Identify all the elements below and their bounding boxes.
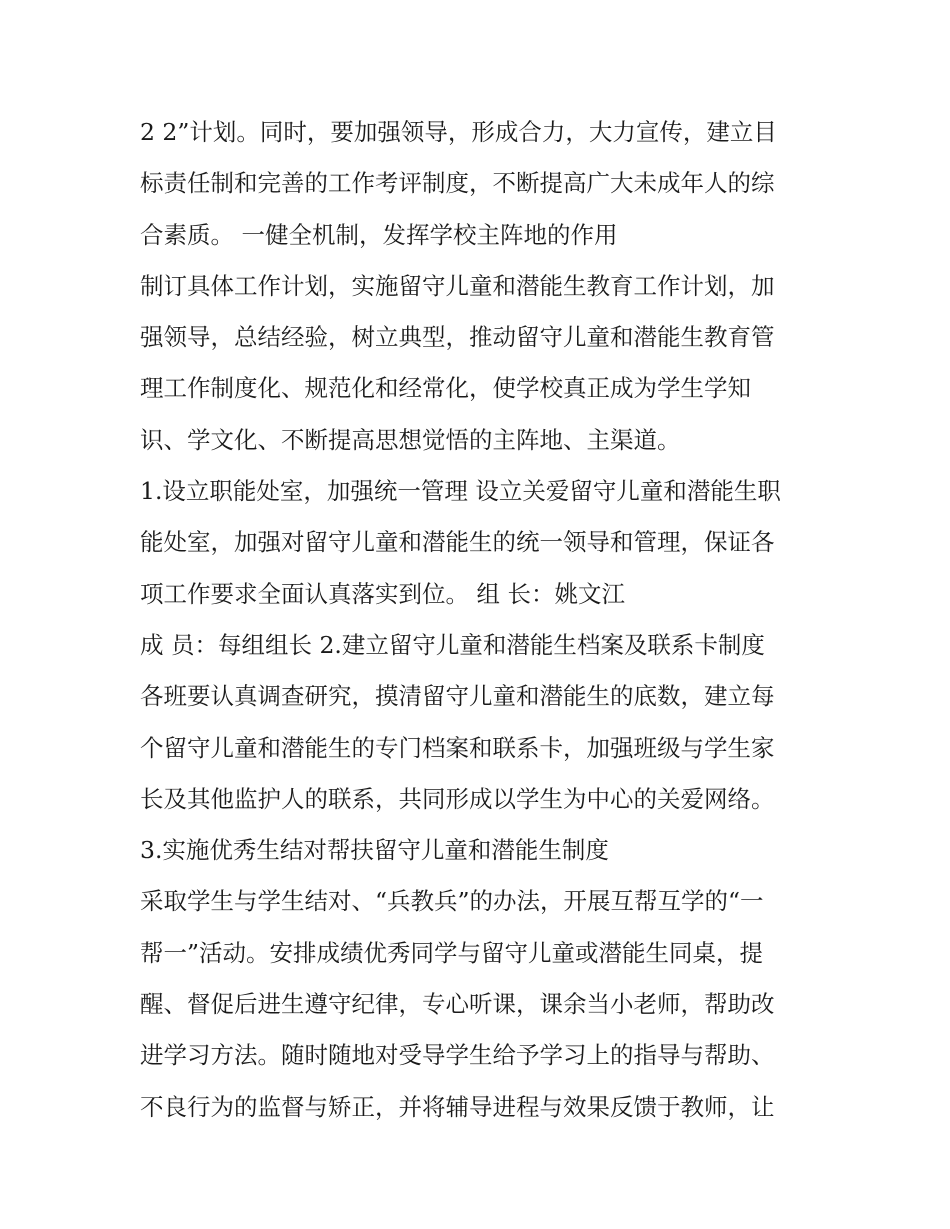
text-line: 强领导，总结经验，树立典型，推动留守儿童和潜能生教育管 [140, 323, 775, 352]
text-line: 理工作制度化、规范化和经常化，使学校真正成为学生学知 [140, 374, 751, 403]
text-line: 识、学文化、不断提高思想觉悟的主阵地、主渠道。 [140, 425, 681, 454]
document-body [140, 107, 830, 1133]
text-line: 长及其他监护人的联系，共同形成以学生为中心的关爱网络。 [140, 784, 775, 813]
section-heading-3: 3.实施优秀生结对帮扶留守儿童和潜能生制度 [140, 836, 609, 865]
text-line: 采取学生与学生结对、“兵教兵”的办法，开展互帮互学的“一 [140, 887, 764, 916]
text-line: 能处室，加强对留守儿童和潜能生的统一领导和管理，保证各 [140, 528, 775, 557]
text-line: 各班要认真调查研究，摸清留守儿童和潜能生的底数，建立每 [140, 682, 775, 711]
section-heading-2: 成 员：每组组长 2.建立留守儿童和潜能生档案及联系卡制度 [140, 630, 765, 659]
text-line: 2 2”计划。同时，要加强领导，形成合力，大力宣传，建立目 [140, 118, 777, 146]
text-line: 标责任制和完善的工作考评制度，不断提高广大未成年人的综 [140, 169, 775, 198]
text-line: 不良行为的监督与矫正，并将辅导进程与效果反馈于教师，让 [140, 1092, 775, 1121]
text-line: 进学习方法。随时随地对受导学生给予学习上的指导与帮助、 [140, 1041, 775, 1070]
text-line: 制订具体工作计划，实施留守儿童和潜能生教育工作计划，加 [140, 271, 775, 300]
text-line: 项工作要求全面认真落实到位。 组 长：姚文江 [140, 579, 625, 608]
text-line: 合素质。 一健全机制，发挥学校主阵地的作用 [140, 220, 618, 249]
text-line: 帮一”活动。安排成绩优秀同学与留守儿童或潜能生同桌，提 [140, 938, 764, 967]
section-heading-1: 1.设立职能处室，加强统一管理 设立关爱留守儿童和潜能生职 [140, 477, 781, 506]
text-line: 醒、督促后进生遵守纪律，专心听课，课余当小老师，帮助改 [140, 990, 775, 1019]
text-line: 个留守儿童和潜能生的专门档案和联系卡，加强班级与学生家 [140, 733, 775, 762]
